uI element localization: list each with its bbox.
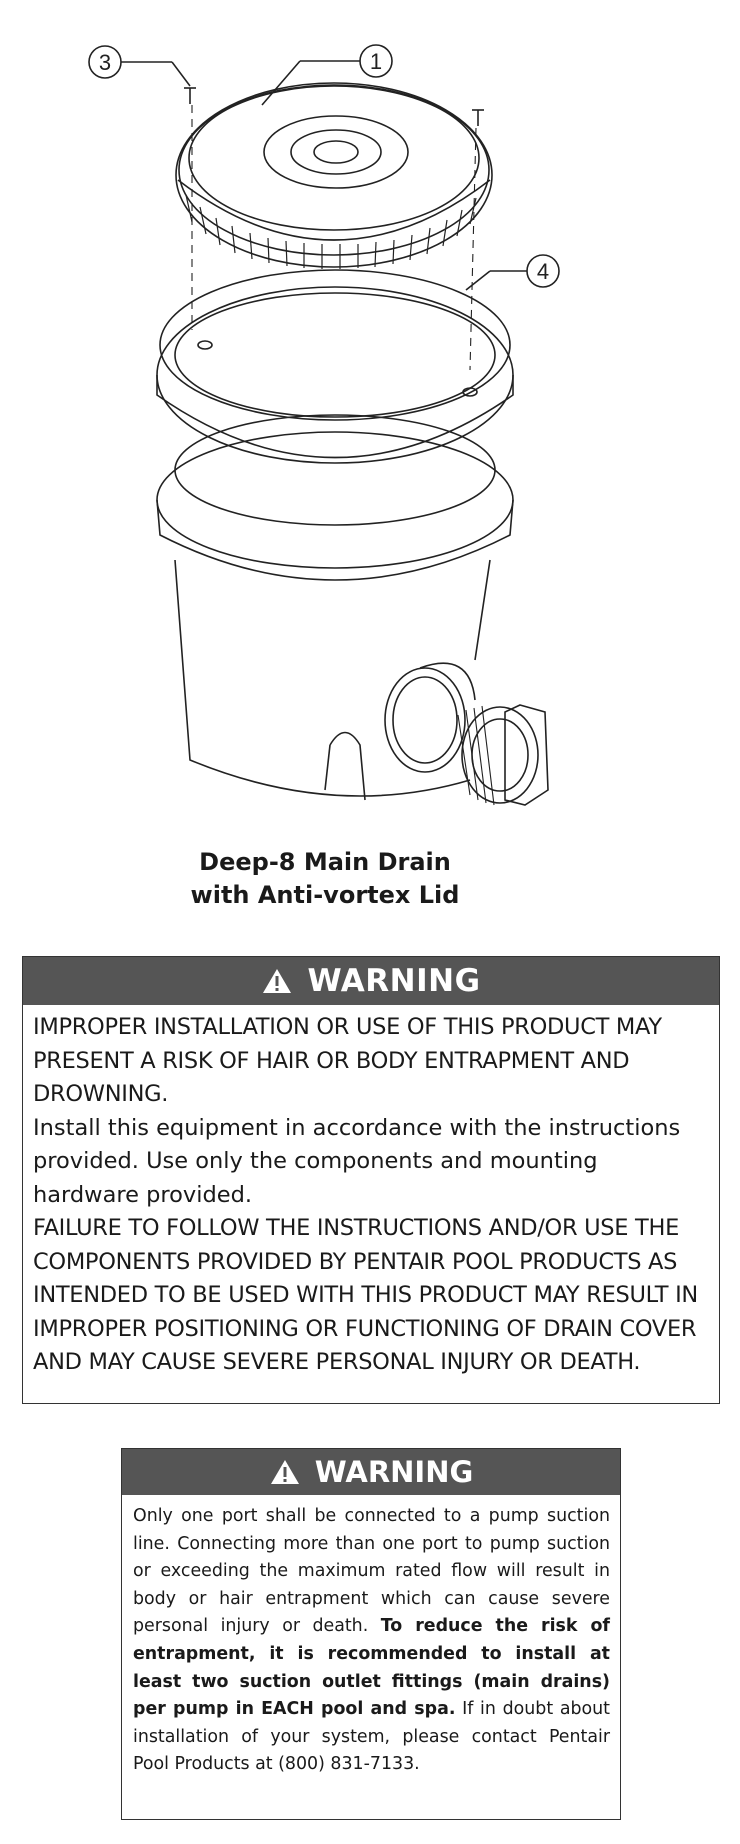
warning-title-2: WARNING	[314, 1455, 474, 1489]
warning-header-2	[122, 1449, 620, 1495]
warning-body-2	[122, 1495, 620, 1779]
warning-header-1	[23, 957, 719, 1005]
caption-line-2: with Anti-vortex Lid	[190, 881, 460, 909]
threaded-fitting	[458, 705, 548, 805]
drain-body	[157, 415, 513, 800]
anti-vortex-lid	[176, 83, 492, 269]
warning2-text-b: If in doubt about installation of your system, please contact Pentair Pool Products at (800) 831-7133.	[133, 1699, 610, 1775]
warning-box-1	[22, 956, 720, 1404]
callout-3-label: 3	[98, 50, 112, 75]
collar-ring	[157, 270, 513, 463]
caption-line-1: Deep-8 Main Drain	[199, 848, 451, 876]
callout-4-label: 4	[536, 259, 550, 284]
figure-caption	[0, 846, 650, 912]
warning1-para-1: IMPROPER INSTALLATION OR USE OF THIS PRODUCT MAY PRESENT A RISK OF HAIR OR BODY ENTRAPMENT AND DROWNING.	[33, 1014, 662, 1107]
warning-title-1: WARNING	[307, 963, 481, 999]
callout-1-label: 1	[369, 49, 383, 74]
warning-triangle-icon	[269, 1458, 301, 1486]
warning1-para-3: FAILURE TO FOLLOW THE INSTRUCTIONS AND/OR USE THE COMPONENTS PROVIDED BY PENTAIR POOL PRODUCTS AS INTENDED TO BE USED WITH THIS PRODUCT MAY RESULT IN IMPROPER POSITIONING OR FUNCTIONING OF DRAIN COVER AND MAY CAUSE SEVERE PERSONAL INJURY OR DEATH.	[33, 1215, 698, 1375]
warning2-text-a: Only one port shall be connected to a pump suction line. Connecting more than one port to pump suction or exceeding the maximum rated flow will result in body or hair entrapment which can cause severe personal injury or death.	[133, 1506, 610, 1637]
warning-box-2	[121, 1448, 621, 1820]
screw-left	[184, 88, 196, 330]
exploded-drain-diagram	[0, 0, 740, 830]
warning2-text-bold: To reduce the risk of entrapment, it is recommended to install at least two suction outlet fittings (main drains) per pump in EACH pool and spa.	[133, 1616, 610, 1720]
warning-triangle-icon	[261, 967, 293, 995]
warning1-para-2: Install this equipment in accordance with the instructions provided. Use only the components and mounting hardware provided.	[33, 1114, 681, 1208]
warning-body-1	[23, 1005, 719, 1380]
